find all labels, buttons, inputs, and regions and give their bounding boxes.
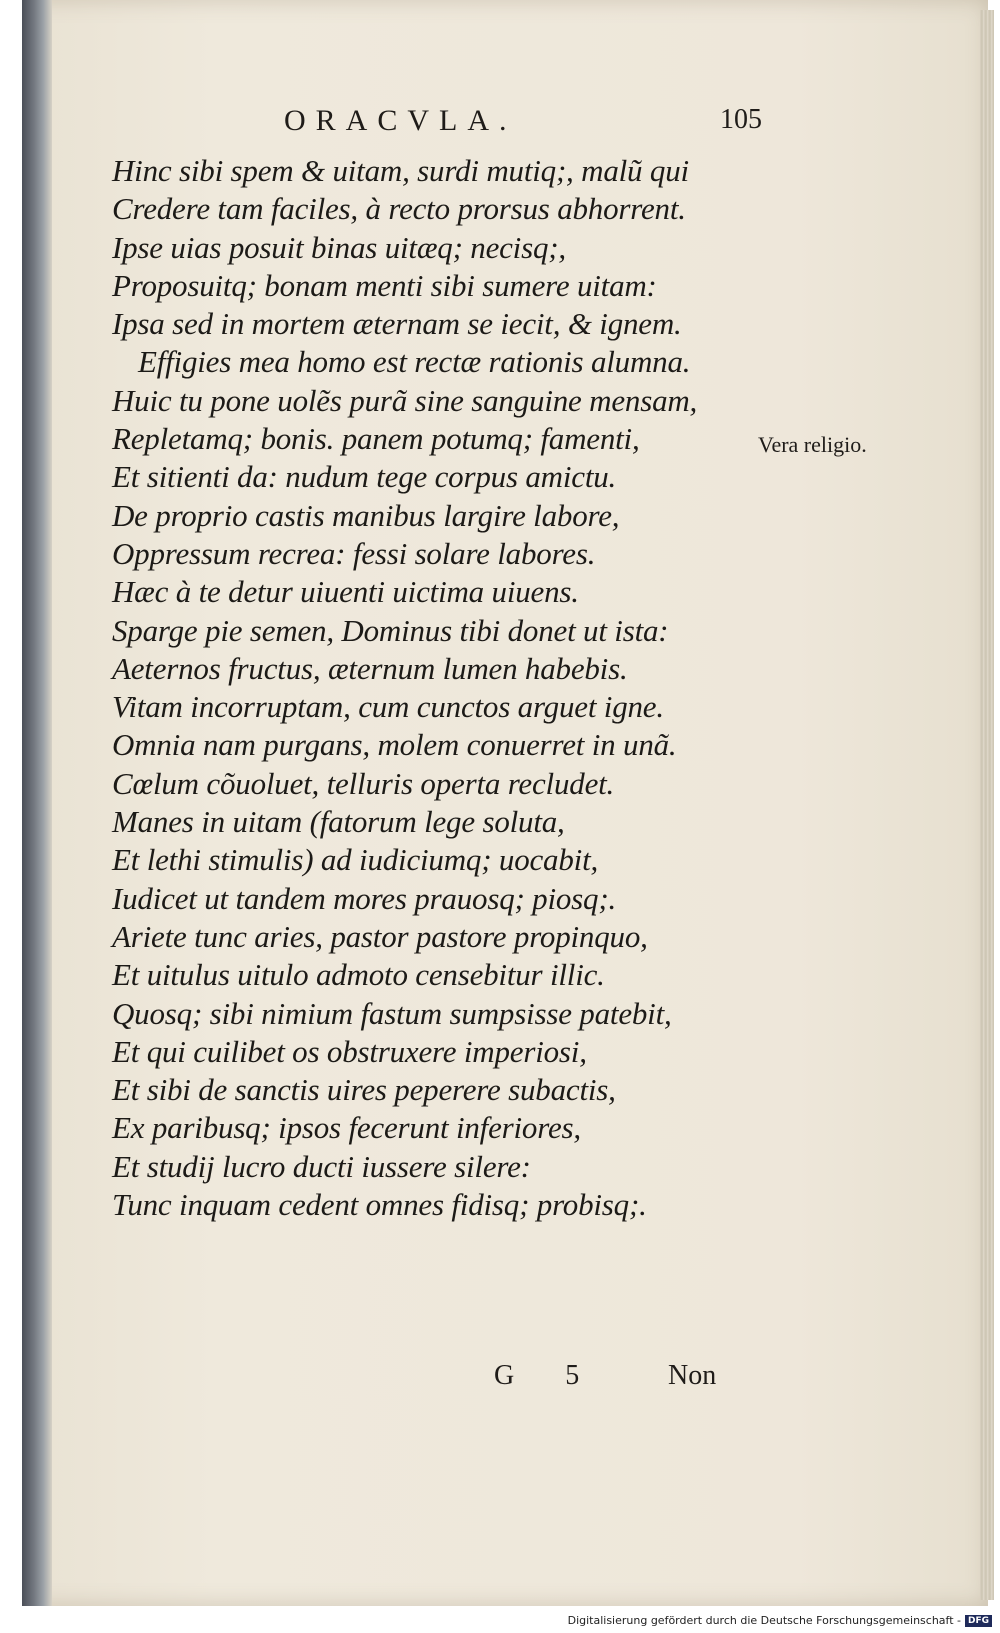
page-number: 105	[720, 104, 762, 135]
verse-line: Quosq; sibi nimium fastum sumpsisse patebit,	[112, 995, 672, 1031]
dfg-logo-icon: DFG	[965, 1615, 992, 1627]
verse-line: Hæc à te detur uiuenti uictima uiuens.	[112, 574, 579, 610]
running-head: ORACVLA.	[284, 104, 517, 137]
verse-line: Repletamq; bonis. panem potumq; famenti,	[112, 421, 640, 457]
catchword: Non	[668, 1360, 717, 1391]
footer-text: Digitalisierung gefördert durch die Deutsche Forschungsgemeinschaft -	[567, 1614, 961, 1627]
verse-line: Hinc sibi spem & uitam, surdi mutiq;, malũ qui	[112, 153, 689, 188]
verse-line: Et sitienti da: nudum tege corpus amictu.	[112, 459, 617, 495]
book-page	[22, 0, 988, 1606]
book-binding	[22, 0, 52, 1606]
verse-line: Ex paribusq; ipsos fecerunt inferiores,	[112, 1110, 581, 1146]
verse-line: Credere tam faciles, à recto prorsus abhorrent.	[112, 191, 686, 227]
page-edge	[980, 10, 994, 1600]
digitization-footer	[568, 1614, 992, 1627]
verse-line: Manes in uitam (fatorum lege soluta,	[112, 804, 565, 840]
verse-block	[112, 152, 752, 1224]
verse-line: Et sibi de sanctis uires peperere subactis,	[112, 1072, 616, 1108]
verse-line: Et lethi stimulis) ad iudiciumq; uocabit,	[112, 842, 599, 878]
verse-line: Huic tu pone uolẽs purã sine sanguine mensam,	[112, 382, 698, 418]
verse-line: Tunc inquam cedent omnes fidisq; probisq;.	[112, 1187, 647, 1223]
verse-line: Et studij lucro ducti iussere silere:	[112, 1148, 531, 1184]
verse-line: Et qui cuilibet os obstruxere imperiosi,	[112, 1033, 587, 1069]
verse-line: Proposuitq; bonam menti sibi sumere uitam:	[112, 267, 657, 303]
verse-line: Omnia nam purgans, molem conuerret in unã.	[112, 727, 677, 763]
verse-line: Aeternos fructus, æternum lumen habebis.	[112, 650, 628, 686]
verse-line: Ipse uias posuit binas uitæq; necisq;,	[112, 229, 566, 265]
verse-line: Effigies mea homo est rectæ rationis alumna.	[138, 344, 691, 380]
verse-line: Iudicet ut tandem mores prauosq; piosq;.	[112, 880, 617, 916]
signature-mark: G 5	[494, 1360, 602, 1391]
verse-line: Ipsa sed in mortem æternam se iecit, & ignem.	[112, 306, 682, 342]
verse-line: Oppressum recrea: fessi solare labores.	[112, 535, 596, 571]
verse-line: Ariete tunc aries, pastor pastore propinquo,	[112, 918, 648, 954]
verse-line: Cœlum cõuoluet, telluris operta recludet.	[112, 765, 615, 801]
verse-line: Sparge pie semen, Dominus tibi donet ut ista:	[112, 612, 669, 648]
verse-line: Et uitulus uitulo admoto censebitur illic.	[112, 957, 605, 993]
marginal-note: Vera religio.	[758, 432, 867, 457]
verse-line: Vitam incorruptam, cum cunctos arguet igne.	[112, 689, 664, 725]
verse-line: De proprio castis manibus largire labore,	[112, 497, 620, 533]
